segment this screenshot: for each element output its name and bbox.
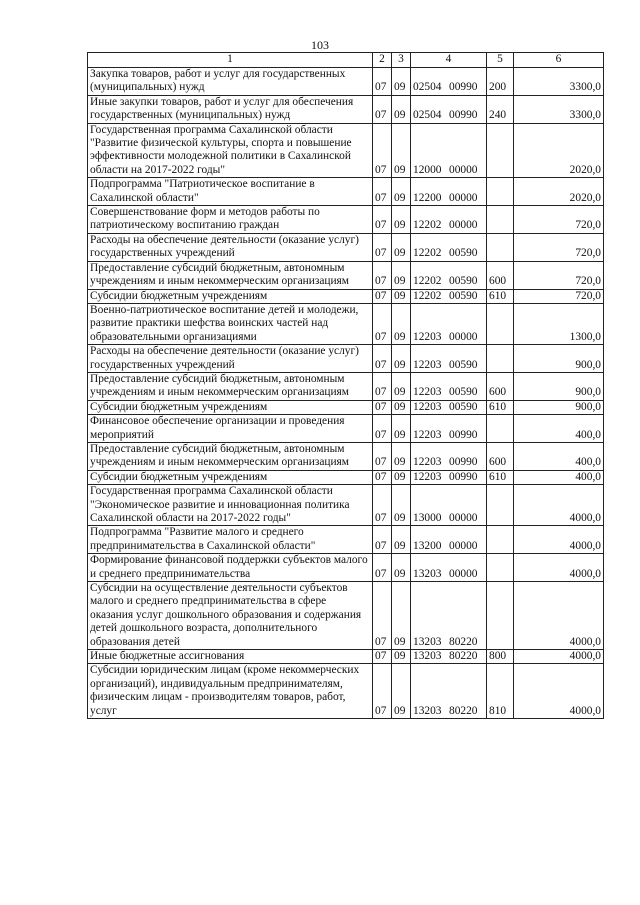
row-target-article	[411, 303, 487, 344]
target-article-program: 02504	[413, 109, 442, 122]
row-expense-type	[487, 485, 514, 526]
row-target-article	[411, 345, 487, 373]
row-target-article	[411, 442, 487, 470]
row-name: Расходы на обеспечение деятельности (оказание услуг) государственных учреждений	[88, 233, 373, 261]
row-amount: 2020,0	[514, 123, 604, 178]
target-article-direction: 00590	[449, 289, 478, 302]
table-row	[88, 485, 604, 526]
row-expense-type: 800	[487, 650, 514, 664]
row-section: 07	[373, 400, 392, 414]
row-subsection: 09	[392, 68, 411, 96]
table-row	[88, 178, 604, 206]
target-article-direction: 00990	[449, 109, 478, 122]
target-article-program: 12203	[413, 386, 442, 399]
row-subsection: 09	[392, 345, 411, 373]
row-name: Субсидии бюджетным учреждениям	[88, 400, 373, 414]
row-amount: 3300,0	[514, 95, 604, 123]
row-target-article	[411, 485, 487, 526]
row-amount: 4000,0	[514, 485, 604, 526]
target-article-program: 13203	[413, 635, 442, 648]
row-name: Расходы на обеспечение деятельности (оказание услуг) государственных учреждений	[88, 345, 373, 373]
table-row	[88, 68, 604, 96]
row-target-article	[411, 123, 487, 178]
target-article-program: 12202	[413, 219, 442, 232]
row-target-article	[411, 372, 487, 400]
row-expense-type	[487, 415, 514, 443]
row-amount: 2020,0	[514, 178, 604, 206]
table-row	[88, 261, 604, 289]
row-amount: 720,0	[514, 261, 604, 289]
table-row	[88, 400, 604, 414]
row-amount: 720,0	[514, 289, 604, 303]
table-row	[88, 123, 604, 178]
row-expense-type	[487, 582, 514, 650]
target-article-direction: 80220	[449, 704, 478, 717]
row-subsection: 09	[392, 178, 411, 206]
row-expense-type	[487, 123, 514, 178]
target-article-program: 02504	[413, 81, 442, 94]
target-article-program: 12202	[413, 275, 442, 288]
row-name: Предоставление субсидий бюджетным, автономным учреждениям и иным некоммерческим организациям	[88, 442, 373, 470]
target-article-direction: 00000	[449, 219, 478, 232]
target-article-direction: 00590	[449, 247, 478, 260]
row-amount: 4000,0	[514, 664, 604, 719]
row-amount: 4000,0	[514, 582, 604, 650]
row-expense-type: 240	[487, 95, 514, 123]
row-section: 07	[373, 442, 392, 470]
target-article-program: 12202	[413, 247, 442, 260]
row-target-article	[411, 554, 487, 582]
row-section: 07	[373, 261, 392, 289]
row-section: 07	[373, 345, 392, 373]
table-row	[88, 289, 604, 303]
row-name: Государственная программа Сахалинской области "Развитие физической культуры, спорта и повышение эффективности молодежной политики в Сахалинской области на 2017-2022 годы"	[88, 123, 373, 178]
row-expense-type	[487, 554, 514, 582]
row-target-article	[411, 526, 487, 554]
row-name: Предоставление субсидий бюджетным, автономным учреждениям и иным некоммерческим организациям	[88, 372, 373, 400]
row-section: 07	[373, 95, 392, 123]
row-target-article	[411, 650, 487, 664]
row-expense-type: 600	[487, 372, 514, 400]
row-name: Финансовое обеспечение организации и проведения мероприятий	[88, 415, 373, 443]
row-target-article	[411, 582, 487, 650]
column-header: 1	[88, 53, 373, 68]
row-section: 07	[373, 206, 392, 234]
row-subsection: 09	[392, 206, 411, 234]
row-section: 07	[373, 554, 392, 582]
row-amount: 400,0	[514, 470, 604, 484]
row-name: Иные закупки товаров, работ и услуг для обеспечения государственных (муниципальных) нужд	[88, 95, 373, 123]
table-row	[88, 664, 604, 719]
target-article-program: 12203	[413, 358, 442, 371]
row-section: 07	[373, 233, 392, 261]
row-amount: 720,0	[514, 206, 604, 234]
row-subsection: 09	[392, 400, 411, 414]
row-name: Подпрограмма "Патриотическое воспитание в Сахалинской области"	[88, 178, 373, 206]
row-subsection: 09	[392, 664, 411, 719]
target-article-direction: 00000	[449, 330, 478, 343]
column-header: 4	[411, 53, 487, 68]
target-article-program: 12000	[413, 163, 442, 176]
page-number: 103	[311, 38, 329, 52]
row-target-article	[411, 400, 487, 414]
row-subsection: 09	[392, 372, 411, 400]
row-section: 07	[373, 526, 392, 554]
table-row	[88, 470, 604, 484]
row-amount: 720,0	[514, 233, 604, 261]
row-subsection: 09	[392, 442, 411, 470]
target-article-direction: 00590	[449, 275, 478, 288]
row-name: Закупка товаров, работ и услуг для государственных (муниципальных) нужд	[88, 68, 373, 96]
target-article-direction: 80220	[449, 635, 478, 648]
row-target-article	[411, 95, 487, 123]
row-name: Совершенствование форм и методов работы по патриотическому воспитанию граждан	[88, 206, 373, 234]
column-header: 6	[514, 53, 604, 68]
target-article-program: 13203	[413, 650, 442, 663]
target-article-program: 13203	[413, 704, 442, 717]
row-expense-type: 600	[487, 442, 514, 470]
row-name: Формирование финансовой поддержки субъектов малого и среднего предпринимательства	[88, 554, 373, 582]
row-target-article	[411, 206, 487, 234]
row-amount: 900,0	[514, 372, 604, 400]
row-target-article	[411, 415, 487, 443]
row-expense-type: 610	[487, 470, 514, 484]
row-section: 07	[373, 178, 392, 206]
header-row	[88, 53, 604, 68]
table-row	[88, 233, 604, 261]
target-article-program: 12203	[413, 456, 442, 469]
target-article-direction: 00990	[449, 470, 478, 483]
row-amount: 4000,0	[514, 650, 604, 664]
row-section: 07	[373, 415, 392, 443]
row-section: 07	[373, 582, 392, 650]
row-subsection: 09	[392, 261, 411, 289]
table-row	[88, 442, 604, 470]
row-target-article	[411, 470, 487, 484]
target-article-program: 13203	[413, 567, 442, 580]
row-target-article	[411, 233, 487, 261]
target-article-program: 12202	[413, 289, 442, 302]
row-subsection: 09	[392, 289, 411, 303]
row-name: Субсидии бюджетным учреждениям	[88, 289, 373, 303]
target-article-program: 12203	[413, 330, 442, 343]
table-row	[88, 206, 604, 234]
row-amount: 1300,0	[514, 303, 604, 344]
row-subsection: 09	[392, 526, 411, 554]
row-expense-type: 610	[487, 289, 514, 303]
row-amount: 4000,0	[514, 526, 604, 554]
row-target-article	[411, 261, 487, 289]
table-row	[88, 554, 604, 582]
budget-table	[87, 52, 604, 719]
row-name: Иные бюджетные ассигнования	[88, 650, 373, 664]
row-expense-type	[487, 206, 514, 234]
table-row	[88, 650, 604, 664]
table-row	[88, 95, 604, 123]
row-section: 07	[373, 303, 392, 344]
target-article-direction: 00590	[449, 400, 478, 413]
row-section: 07	[373, 372, 392, 400]
row-name: Предоставление субсидий бюджетным, автономным учреждениям и иным некоммерческим организациям	[88, 261, 373, 289]
row-target-article	[411, 664, 487, 719]
column-header: 5	[487, 53, 514, 68]
row-name: Военно-патриотическое воспитание детей и молодежи, развитие практики шефства воинских частей над образовательными организациями	[88, 303, 373, 344]
row-expense-type: 810	[487, 664, 514, 719]
row-subsection: 09	[392, 650, 411, 664]
row-subsection: 09	[392, 554, 411, 582]
row-section: 07	[373, 289, 392, 303]
row-subsection: 09	[392, 415, 411, 443]
table-row	[88, 582, 604, 650]
row-subsection: 09	[392, 123, 411, 178]
row-target-article	[411, 289, 487, 303]
target-article-program: 13000	[413, 512, 442, 524]
row-target-article	[411, 178, 487, 206]
row-expense-type	[487, 233, 514, 261]
row-section: 07	[373, 123, 392, 178]
row-amount: 3300,0	[514, 68, 604, 96]
row-subsection: 09	[392, 582, 411, 650]
row-name: Государственная программа Сахалинской области "Экономическое развитие и инновационная политика Сахалинской области на 2017-2022 годы"	[88, 485, 373, 526]
row-amount: 4000,0	[514, 554, 604, 582]
row-subsection: 09	[392, 470, 411, 484]
target-article-direction: 00990	[449, 81, 478, 94]
row-target-article	[411, 68, 487, 96]
row-expense-type: 610	[487, 400, 514, 414]
target-article-program: 12203	[413, 470, 442, 483]
table-row	[88, 415, 604, 443]
column-header: 2	[373, 53, 392, 68]
target-article-program: 12203	[413, 400, 442, 413]
row-expense-type	[487, 526, 514, 554]
table-row	[88, 526, 604, 554]
target-article-direction: 00000	[449, 567, 478, 580]
table-row	[88, 345, 604, 373]
row-section: 07	[373, 650, 392, 664]
row-amount: 400,0	[514, 415, 604, 443]
target-article-direction: 00000	[449, 163, 478, 176]
target-article-direction: 00000	[449, 539, 478, 552]
row-name: Субсидии юридическим лицам (кроме некоммерческих организаций), индивидуальным предпринимателям, физическим лицам - производителям товаров, работ, услуг	[88, 664, 373, 719]
row-expense-type	[487, 345, 514, 373]
target-article-direction: 00990	[449, 456, 478, 469]
row-section: 07	[373, 470, 392, 484]
target-article-direction: 00990	[449, 428, 478, 441]
target-article-direction: 00000	[449, 512, 478, 524]
column-header: 3	[392, 53, 411, 68]
row-amount: 900,0	[514, 400, 604, 414]
row-expense-type: 200	[487, 68, 514, 96]
row-subsection: 09	[392, 233, 411, 261]
target-article-direction: 00590	[449, 386, 478, 399]
row-subsection: 09	[392, 95, 411, 123]
row-section: 07	[373, 68, 392, 96]
row-subsection: 09	[392, 303, 411, 344]
row-expense-type	[487, 303, 514, 344]
row-name: Подпрограмма "Развитие малого и среднего предпринимательства в Сахалинской области"	[88, 526, 373, 554]
row-expense-type: 600	[487, 261, 514, 289]
table-row	[88, 303, 604, 344]
target-article-direction: 00590	[449, 358, 478, 371]
table-row	[88, 372, 604, 400]
row-expense-type	[487, 178, 514, 206]
row-subsection: 09	[392, 485, 411, 526]
row-section: 07	[373, 485, 392, 526]
row-amount: 400,0	[514, 442, 604, 470]
target-article-program: 12200	[413, 191, 442, 204]
target-article-program: 13200	[413, 539, 442, 552]
target-article-direction: 00000	[449, 191, 478, 204]
row-section: 07	[373, 664, 392, 719]
row-name: Субсидии бюджетным учреждениям	[88, 470, 373, 484]
row-amount: 900,0	[514, 345, 604, 373]
target-article-program: 12203	[413, 428, 442, 441]
row-name: Субсидии на осуществление деятельности субъектов малого и среднего предпринимательства в сфере оказания услуг дошкольного образования и содержания детей дошкольного возраста, дополнительного образования детей	[88, 582, 373, 650]
target-article-direction: 80220	[449, 650, 478, 663]
